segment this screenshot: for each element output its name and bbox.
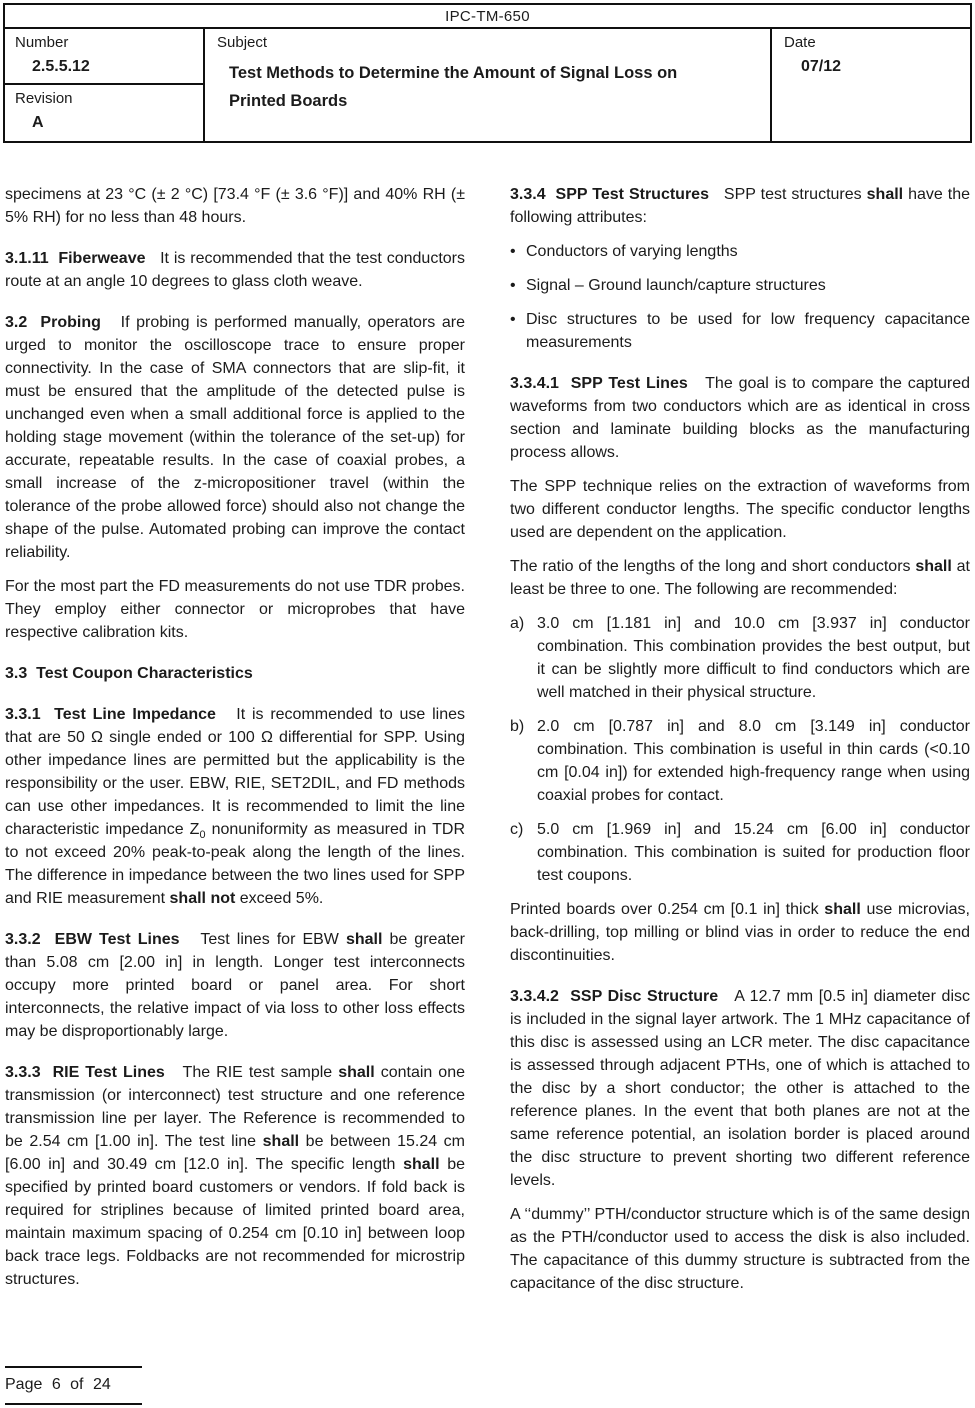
list-item xyxy=(510,612,970,704)
text-run: Disc structures to be used for low frequency capacitance measurements xyxy=(526,311,970,351)
text-run: be specified by printed board customers or vendors. If fold back is required for striplines because of limited printed board area, maintain maximum spacing of 0.254 cm [0.10 in] between loop back trace legs. Foldbacks are not recommended for microstrip structures. xyxy=(5,1156,465,1288)
bold-text-run: shall xyxy=(262,1133,300,1150)
section-paragraph xyxy=(5,928,465,1043)
text-run: Signal – Ground launch/capture structures xyxy=(526,277,826,294)
column-right xyxy=(510,183,970,1306)
document-body xyxy=(5,183,970,1306)
subject-value: Test Methods to Determine the Amount of Signal Loss on Printed Boards xyxy=(229,64,678,110)
text-run: The SPP technique relies on the extraction of waveforms from two different conductor lengths. The specific conductor lengths used are dependent on the application. xyxy=(510,478,970,541)
bold-text-run: shall xyxy=(403,1156,440,1173)
bold-text-run: shall xyxy=(338,1064,375,1081)
text-run: have the following attributes: xyxy=(510,186,971,226)
bold-text-run: 3.2 Probing xyxy=(5,314,101,331)
date-value: 07/12 xyxy=(801,58,842,75)
bullet-icon: • xyxy=(510,311,516,328)
section-paragraph xyxy=(510,372,970,464)
list-marker: b) xyxy=(510,718,525,735)
text-run: exceed 5%. xyxy=(235,890,324,907)
bold-text-run: shall xyxy=(915,558,952,575)
bold-text-run: 3.3.2 EBW Test Lines xyxy=(5,931,180,948)
text-run: It is recommended to use lines that are 50 Ω single ended or 100 Ω differential for SPP. Using other impedance lines are permitted but the applicability is the responsibility or the user. EBW, RIE, SET2DIL, and FD methods can use other impedances. It is recommended to limit the line characteristic impedance Z xyxy=(5,706,466,838)
doc-title: IPC-TM-650 xyxy=(5,5,970,29)
text-run: If probing is performed manually, operators are urged to monitor the oscilloscope trace to ensure proper connectivity. In the case of SMA connectors that are slip-fit, it must be ensured that the amplitude of the detected pulse is unchanged even when a small additional force is applied to the holding stage movement (within the tolerance of the set-up) for accurate, repeatable results. In the case of coaxial probes, a small increase of the z-micropositioner travel (within the tolerance of the probe allowed force) should also not change the shape of the pulse. Automated probing can improve the contact reliability. xyxy=(5,314,465,561)
list-item-text xyxy=(526,308,970,354)
list-item-text xyxy=(537,818,970,887)
bold-text-run: shall xyxy=(824,901,861,918)
text-run: A ‘‘dummy’’ PTH/conductor structure which is of the same design as the PTH/conductor used to access the disk is also included. The capacitance of this dummy structure is subtracted from the capacitance of the disc structure. xyxy=(510,1206,970,1292)
text-run: The RIE test sample xyxy=(164,1064,339,1081)
date-label: Date xyxy=(784,34,816,51)
paragraph xyxy=(510,475,970,544)
text-run: Test lines for EBW xyxy=(179,931,346,948)
text-run: 3.0 cm [1.181 in] and 10.0 cm [3.937 in] conductor combination. This combination provides the best output, but it can be slightly more difficult to find conductors which are well matched in their physical structure. xyxy=(537,615,970,701)
bullet-icon: • xyxy=(510,243,516,260)
bullet-item xyxy=(510,274,970,297)
text-run: The ratio of the lengths of the long and short conductors xyxy=(510,558,916,575)
bold-text-run: 3.3.1 Test Line Impedance xyxy=(5,706,216,723)
bold-text-run: 3.3 Test Coupon Characteristics xyxy=(5,665,253,682)
paragraph xyxy=(510,898,970,967)
section-paragraph xyxy=(510,985,970,1192)
text-run: It is recommended that the test conductors route at an angle 10 degrees to glass cloth weave. xyxy=(5,250,465,290)
bold-text-run: shall xyxy=(866,186,904,203)
bold-text-run: shall not xyxy=(169,890,236,907)
section-paragraph xyxy=(5,703,465,910)
text-run: 5.0 cm [1.969 in] and 15.24 cm [6.00 in] conductor combination. This combination is suited for production floor test coupons. xyxy=(537,821,970,884)
text-run: use microvias, back-drilling, top milling or blind vias in order to reduce the end discontinuities. xyxy=(510,901,970,964)
paragraph xyxy=(5,183,465,229)
text-run: be greater than 5.08 cm [2.00 in] in length. Longer test interconnects occupy more printed board or panel area. For short interconnects, the relative impact of via loss to other loss effects may be disproportionably large. xyxy=(5,931,465,1040)
bold-text-run: 3.3.4.2 SSP Disc Structure xyxy=(510,988,719,1005)
bullet-item xyxy=(510,240,970,263)
paragraph xyxy=(510,555,970,601)
subject-label: Subject xyxy=(217,34,268,51)
text-run: A 12.7 mm [0.5 in] diameter disc is included in the signal layer artwork. The 1 MHz capacitance of this disc is assessed using an LCR meter. The disc capacitance is assessed through adjacent PTHs, one of which is attached to the disc by a short conductor; the other is attached to the reference planes. In the event that both planes are not at the same reference potential, an isolation border is placed around the disc structure to prevent shorting two different reference levels. xyxy=(510,988,970,1189)
header-date-cell xyxy=(770,29,970,141)
section-heading xyxy=(5,662,465,685)
revision-value: A xyxy=(32,114,44,131)
bullet-icon: • xyxy=(510,277,516,294)
header-cell-number-revision xyxy=(5,29,205,141)
bold-text-run: shall xyxy=(345,931,383,948)
list-item-text xyxy=(537,715,970,807)
revision-label: Revision xyxy=(15,90,73,107)
header-number-cell xyxy=(5,29,203,85)
list-marker: a) xyxy=(510,615,525,632)
text-run: For the most part the FD measurements do not use TDR probes. They employ either connector or microprobes that have respective calibration kits. xyxy=(5,578,465,641)
text-run: Printed boards over 0.254 cm [0.1 in] thick xyxy=(510,901,825,918)
list-item-text xyxy=(526,240,970,263)
page-number: Page 6 of 24 xyxy=(5,1376,111,1393)
list-marker: c) xyxy=(510,821,524,838)
column-left xyxy=(5,183,465,1306)
section-paragraph xyxy=(5,1061,465,1291)
list-item-text xyxy=(526,274,970,297)
text-run: 0 xyxy=(199,829,206,842)
number-label: Number xyxy=(15,34,69,51)
text-run: The goal is to compare the captured waveforms from two conductors which are as identical in cross section and laminate building blocks as the manufacturing process allows. xyxy=(510,375,971,461)
text-run: at least be three to one. The following are recommended: xyxy=(510,558,970,598)
list-item-text xyxy=(537,612,970,704)
bold-text-run: 3.1.11 Fiberweave xyxy=(5,250,146,267)
header-table xyxy=(3,3,972,143)
paragraph xyxy=(5,575,465,644)
text-run: contain one transmission (or interconnect) test structure and one reference transmission line per layer. The Reference is recommended to be 2.54 cm [1.00 in]. The test line xyxy=(5,1064,465,1150)
section-paragraph xyxy=(5,247,465,293)
list-item xyxy=(510,818,970,887)
number-value: 2.5.5.12 xyxy=(32,58,90,75)
text-run: 2.0 cm [0.787 in] and 8.0 cm [3.149 in] conductor combination. This combination is useful in thin cards (<0.10 cm [0.04 in]) for extended high-frequency range when using coaxial probes for contact. xyxy=(537,718,970,804)
bullet-item xyxy=(510,308,970,354)
header-subject-cell xyxy=(205,29,770,141)
page-footer xyxy=(5,1366,145,1405)
header-revision-cell xyxy=(5,85,203,141)
text-run: be between 15.24 cm [6.00 in] and 30.49 cm [12.0 in]. The specific length xyxy=(5,1133,465,1173)
text-run: SPP test structures xyxy=(708,186,867,203)
text-run: nonuniformity as measured in TDR to not exceed 20% peak-to-peak along the length of the lines. The difference in impedance between the two lines used for SPP and RIE measurement xyxy=(5,821,465,907)
bold-text-run: 3.3.4 SPP Test Structures xyxy=(510,186,709,203)
header-body-row xyxy=(5,29,970,141)
bold-text-run: 3.3.4.1 SPP Test Lines xyxy=(510,375,688,392)
bold-text-run: 3.3.3 RIE Test Lines xyxy=(5,1064,165,1081)
text-run: Conductors of varying lengths xyxy=(526,243,738,260)
text-run: specimens at 23 °C (± 2 °C) [73.4 °F (± 3.6 °F)] and 40% RH (± 5% RH) for no less than 48 hours. xyxy=(5,186,465,226)
section-paragraph xyxy=(510,183,970,229)
paragraph xyxy=(510,1203,970,1295)
section-paragraph xyxy=(5,311,465,564)
list-item xyxy=(510,715,970,807)
footer-rule-bottom xyxy=(5,1403,142,1405)
